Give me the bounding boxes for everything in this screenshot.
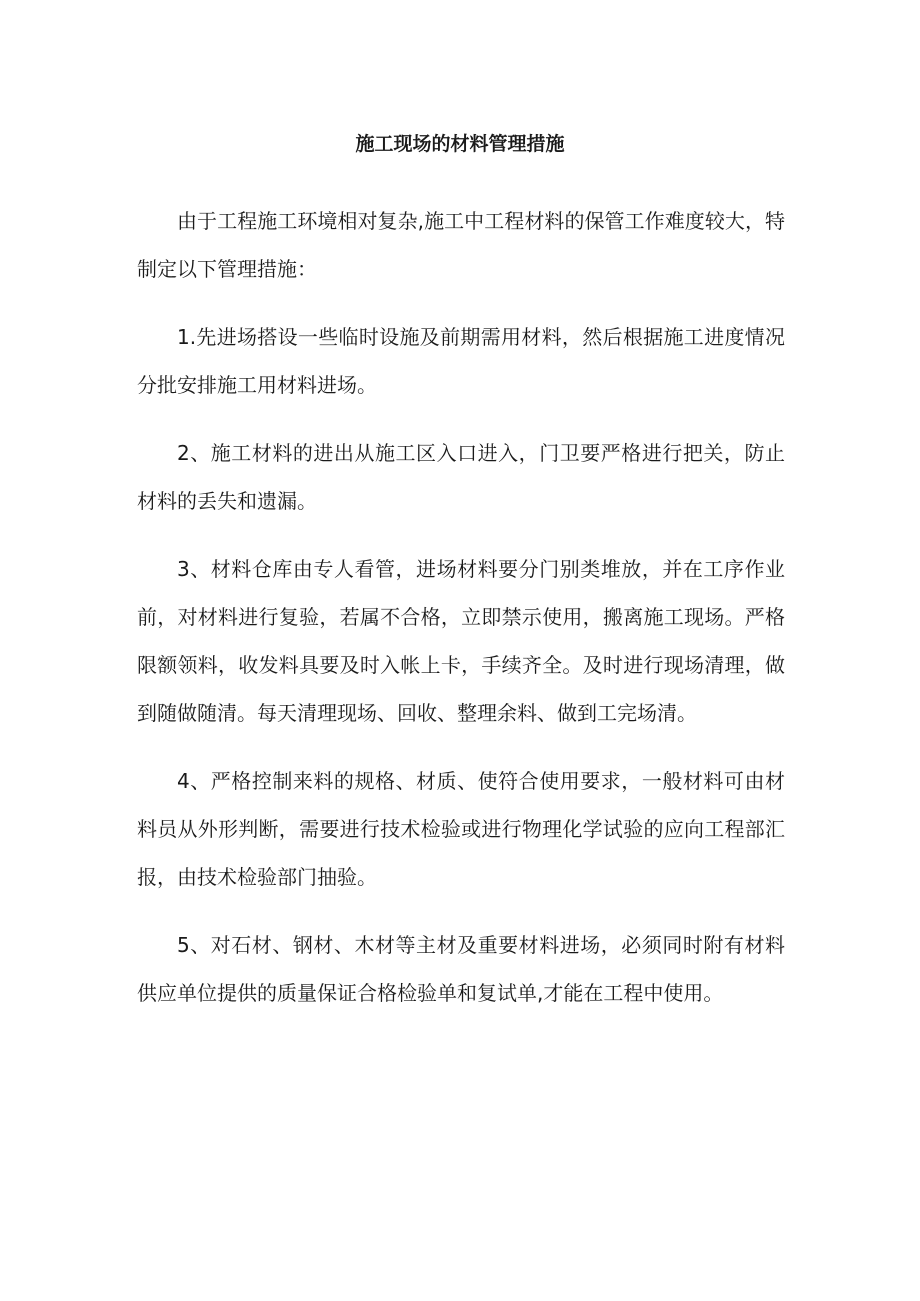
measure-paragraph-2: 2、施工材料的进出从施工区入口进入，门卫要严格进行把关，防止材料的丢失和遗漏。 bbox=[137, 441, 785, 513]
measure-paragraph-5: 5、对石材、钢材、木材等主材及重要材料进场，必须同时附有材料供应单位提供的质量保证合格检验单和复试单,才能在工程中使用。 bbox=[137, 933, 785, 1005]
document-body bbox=[137, 197, 785, 1037]
document-title: 施工现场的材料管理措施 bbox=[355, 133, 565, 155]
measure-paragraph-3: 3、材料仓库由专人看管，进场材料要分门别类堆放，并在工序作业前，对材料进行复验，若属不合格，立即禁示使用，搬离施工现场。严格限额领料，收发料具要及时入帐上卡，手续齐全。及时进行现场清理，做到随做随清。每天清理现场、回收、整理余料、做到工完场清。 bbox=[137, 557, 785, 725]
measure-paragraph-4: 4、严格控制来料的规格、材质、使符合使用要求，一般材料可由材料员从外形判断，需要进行技术检验或进行物理化学试验的应向工程部汇报，由技术检验部门抽验。 bbox=[137, 769, 785, 889]
intro-paragraph: 由于工程施工环境相对复杂,施工中工程材料的保管工作难度较大，特制定以下管理措施： bbox=[137, 209, 785, 281]
measure-paragraph-1: 1.先进场搭设一些临时设施及前期需用材料，然后根据施工进度情况分批安排施工用材料进场。 bbox=[137, 325, 785, 397]
